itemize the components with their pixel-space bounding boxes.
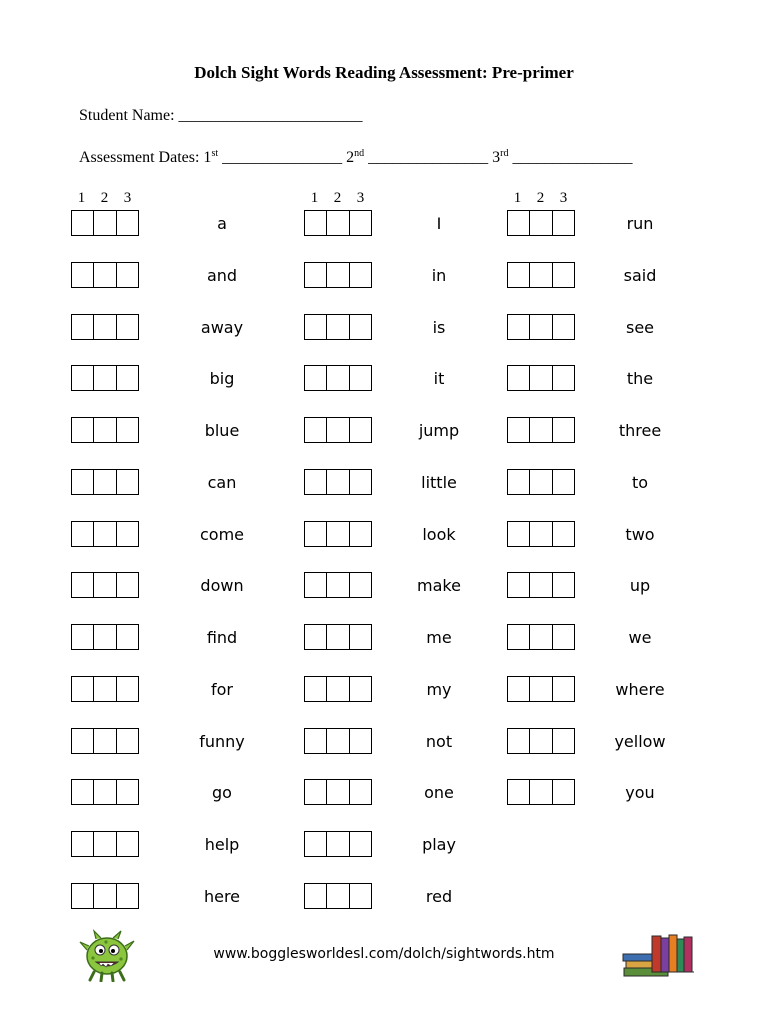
trial-box-2[interactable] <box>93 315 115 339</box>
sight-word: where <box>615 680 665 699</box>
trial-box-1[interactable] <box>72 625 93 649</box>
trial-box-3[interactable] <box>116 884 138 908</box>
trial-boxes <box>304 314 372 340</box>
trial-numbers-header-col3 <box>506 190 575 207</box>
trial-box-1[interactable] <box>72 677 93 701</box>
trial-box-1[interactable] <box>508 677 529 701</box>
trial-box-3[interactable] <box>116 780 138 804</box>
trial-box-1[interactable] <box>305 263 326 287</box>
trial-box-2[interactable] <box>529 470 551 494</box>
sight-word: is <box>432 318 446 337</box>
trial-box-1[interactable] <box>305 418 326 442</box>
trial-box-1[interactable] <box>305 470 326 494</box>
trial-box-2[interactable] <box>326 729 348 753</box>
trial-box-2[interactable] <box>326 366 348 390</box>
trial-box-3[interactable] <box>116 677 138 701</box>
trial-box-2[interactable] <box>529 625 551 649</box>
trial-boxes <box>304 676 372 702</box>
sight-word: in <box>431 266 447 285</box>
trial-boxes <box>507 417 575 443</box>
stack-of-books-icon <box>620 932 700 978</box>
sight-word: big <box>209 369 235 388</box>
sight-word: can <box>207 473 237 492</box>
trial-box-2[interactable] <box>326 211 348 235</box>
trial-boxes <box>304 572 372 598</box>
trial-box-3[interactable] <box>552 211 574 235</box>
trial-box-3[interactable] <box>116 573 138 597</box>
trial-box-3[interactable] <box>552 573 574 597</box>
trial-box-1[interactable] <box>305 211 326 235</box>
trial-box-2[interactable] <box>326 315 348 339</box>
sight-word: go <box>212 783 232 802</box>
sight-word: help <box>204 835 240 854</box>
student-name-blank[interactable]: _______________________ <box>178 107 363 124</box>
sight-word: here <box>203 887 241 906</box>
trial-boxes <box>71 365 139 391</box>
sight-word: run <box>626 214 654 233</box>
trial-box-1[interactable] <box>72 211 93 235</box>
trial-box-1[interactable] <box>72 522 93 546</box>
trial-boxes <box>71 521 139 547</box>
trial-boxes <box>507 262 575 288</box>
trial-box-3[interactable] <box>349 780 371 804</box>
trial-box-1[interactable] <box>72 315 93 339</box>
trial-box-2[interactable] <box>326 573 348 597</box>
trial-number: 2 <box>100 190 109 206</box>
trial-box-1[interactable] <box>305 366 326 390</box>
trial-box-1[interactable] <box>508 573 529 597</box>
trial-boxes <box>71 779 139 805</box>
trial-box-2[interactable] <box>529 418 551 442</box>
sight-word: down <box>200 576 244 595</box>
trial-box-2[interactable] <box>529 780 551 804</box>
sight-word: two <box>625 525 655 544</box>
trial-boxes <box>71 624 139 650</box>
trial-boxes <box>71 831 139 857</box>
sight-word: jump <box>418 421 460 440</box>
trial-boxes <box>507 365 575 391</box>
trial-box-2[interactable] <box>529 729 551 753</box>
trial-boxes <box>507 210 575 236</box>
trial-box-3[interactable] <box>552 263 574 287</box>
trial-box-3[interactable] <box>116 418 138 442</box>
trial-boxes <box>71 469 139 495</box>
trial-boxes <box>304 779 372 805</box>
trial-box-1[interactable] <box>508 470 529 494</box>
trial-box-2[interactable] <box>529 211 551 235</box>
trial-box-1[interactable] <box>72 573 93 597</box>
trial-box-1[interactable] <box>72 263 93 287</box>
trial-box-3[interactable] <box>349 884 371 908</box>
trial-box-2[interactable] <box>326 263 348 287</box>
trial-box-3[interactable] <box>552 677 574 701</box>
trial-box-3[interactable] <box>552 366 574 390</box>
trial-box-2[interactable] <box>93 522 115 546</box>
trial-box-2[interactable] <box>326 522 348 546</box>
trial-box-2[interactable] <box>529 573 551 597</box>
trial-box-3[interactable] <box>116 470 138 494</box>
trial-box-2[interactable] <box>93 418 115 442</box>
trial-boxes <box>71 572 139 598</box>
sight-word: my <box>426 680 452 699</box>
trial-boxes <box>304 831 372 857</box>
trial-box-3[interactable] <box>116 315 138 339</box>
trial-boxes <box>507 779 575 805</box>
assessment-dates-label: Assessment Dates: 1 <box>79 149 212 166</box>
trial-box-3[interactable] <box>349 470 371 494</box>
trial-boxes <box>304 521 372 547</box>
trial-box-3[interactable] <box>349 625 371 649</box>
trial-boxes <box>507 314 575 340</box>
trial-box-3[interactable] <box>349 573 371 597</box>
trial-boxes <box>71 262 139 288</box>
sight-word: make <box>417 576 461 595</box>
sight-word: yellow <box>614 732 666 751</box>
trial-box-3[interactable] <box>552 315 574 339</box>
trial-box-2[interactable] <box>93 780 115 804</box>
trial-numbers-header-col2 <box>303 190 372 207</box>
trial-box-2[interactable] <box>326 780 348 804</box>
page-title: Dolch Sight Words Reading Assessment: Pre-primer <box>194 63 574 82</box>
trial-boxes <box>304 417 372 443</box>
trial-box-1[interactable] <box>72 418 93 442</box>
trial-box-1[interactable] <box>508 315 529 339</box>
trial-boxes <box>507 521 575 547</box>
trial-box-2[interactable] <box>93 366 115 390</box>
trial-number: 3 <box>559 190 568 206</box>
trial-box-1[interactable] <box>72 884 93 908</box>
trial-box-1[interactable] <box>72 832 93 856</box>
trial-box-3[interactable] <box>552 522 574 546</box>
sight-word: one <box>424 783 454 802</box>
sight-word: we <box>628 628 652 647</box>
trial-box-3[interactable] <box>349 366 371 390</box>
trial-number: 1 <box>310 190 319 206</box>
sight-word: find <box>206 628 238 647</box>
sight-word: little <box>421 473 457 492</box>
trial-box-1[interactable] <box>72 780 93 804</box>
trial-boxes <box>304 624 372 650</box>
trial-box-2[interactable] <box>93 677 115 701</box>
trial-box-2[interactable] <box>93 211 115 235</box>
trial-box-1[interactable] <box>305 832 326 856</box>
trial-box-3[interactable] <box>116 366 138 390</box>
trial-box-2[interactable] <box>529 366 551 390</box>
student-name-field <box>79 107 363 125</box>
trial-box-3[interactable] <box>552 729 574 753</box>
trial-box-1[interactable] <box>72 729 93 753</box>
sight-word: come <box>199 525 244 544</box>
trial-box-3[interactable] <box>552 625 574 649</box>
trial-box-1[interactable] <box>305 573 326 597</box>
assessment-dates-field <box>79 148 632 167</box>
trial-box-1[interactable] <box>508 366 529 390</box>
sight-word: see <box>625 318 655 337</box>
trial-box-2[interactable] <box>529 263 551 287</box>
trial-box-2[interactable] <box>326 884 348 908</box>
trial-box-3[interactable] <box>349 315 371 339</box>
trial-box-3[interactable] <box>116 522 138 546</box>
trial-box-3[interactable] <box>116 263 138 287</box>
student-name-label: Student Name: <box>79 107 175 124</box>
trial-box-3[interactable] <box>349 211 371 235</box>
sight-word: said <box>623 266 657 285</box>
trial-box-3[interactable] <box>116 729 138 753</box>
date-blank-2[interactable]: _______________ <box>368 149 489 166</box>
trial-box-3[interactable] <box>349 522 371 546</box>
ordinal-suffix-3: rd <box>500 148 509 159</box>
sight-word: I <box>436 214 442 233</box>
sight-word: for <box>211 680 233 699</box>
trial-box-3[interactable] <box>349 729 371 753</box>
trial-box-2[interactable] <box>529 522 551 546</box>
sight-word: blue <box>204 421 240 440</box>
trial-box-1[interactable] <box>305 315 326 339</box>
trial-boxes <box>507 572 575 598</box>
trial-box-1[interactable] <box>72 470 93 494</box>
trial-box-2[interactable] <box>326 677 348 701</box>
date-number-3: 3 <box>492 149 501 166</box>
trial-box-1[interactable] <box>305 729 326 753</box>
sight-word: it <box>433 369 445 388</box>
trial-box-3[interactable] <box>116 211 138 235</box>
trial-box-2[interactable] <box>93 884 115 908</box>
sight-word: funny <box>199 732 245 751</box>
trial-box-1[interactable] <box>305 884 326 908</box>
trial-box-3[interactable] <box>349 263 371 287</box>
trial-boxes <box>507 728 575 754</box>
trial-boxes <box>304 728 372 754</box>
trial-box-3[interactable] <box>552 418 574 442</box>
ordinal-suffix-2: nd <box>354 148 365 159</box>
sight-word: to <box>631 473 649 492</box>
trial-boxes <box>71 417 139 443</box>
trial-box-3[interactable] <box>552 470 574 494</box>
trial-number: 2 <box>536 190 545 206</box>
trial-number: 1 <box>77 190 86 206</box>
sight-word: and <box>206 266 238 285</box>
trial-box-2[interactable] <box>529 315 551 339</box>
trial-boxes <box>71 676 139 702</box>
trial-box-3[interactable] <box>116 832 138 856</box>
date-blank-1[interactable]: _______________ <box>222 149 343 166</box>
sight-word: you <box>625 783 655 802</box>
trial-boxes <box>507 469 575 495</box>
trial-numbers-header-col1 <box>70 190 139 207</box>
trial-number: 1 <box>513 190 522 206</box>
trial-boxes <box>304 883 372 909</box>
trial-box-3[interactable] <box>349 418 371 442</box>
trial-number: 2 <box>333 190 342 206</box>
trial-boxes <box>71 314 139 340</box>
sight-word: the <box>626 369 654 388</box>
sight-word: me <box>426 628 452 647</box>
date-number-2: 2 <box>346 149 355 166</box>
trial-box-1[interactable] <box>305 780 326 804</box>
sight-word: red <box>425 887 453 906</box>
trial-box-2[interactable] <box>93 263 115 287</box>
sight-word: three <box>618 421 662 440</box>
sight-word: play <box>422 835 456 854</box>
trial-box-2[interactable] <box>326 832 348 856</box>
trial-box-2[interactable] <box>326 418 348 442</box>
trial-box-3[interactable] <box>552 780 574 804</box>
trial-boxes <box>71 210 139 236</box>
date-blank-3[interactable]: _______________ <box>512 149 633 166</box>
trial-box-2[interactable] <box>93 625 115 649</box>
trial-box-2[interactable] <box>326 470 348 494</box>
ordinal-suffix-1: st <box>211 148 219 159</box>
trial-box-2[interactable] <box>529 677 551 701</box>
sight-word: not <box>425 732 453 751</box>
footer-url: www.bogglesworldesl.com/dolch/sightwords.htm <box>213 946 555 962</box>
trial-box-1[interactable] <box>508 625 529 649</box>
trial-number: 3 <box>356 190 365 206</box>
trial-box-1[interactable] <box>305 677 326 701</box>
trial-box-3[interactable] <box>349 832 371 856</box>
trial-box-3[interactable] <box>349 677 371 701</box>
trial-box-1[interactable] <box>305 625 326 649</box>
trial-number: 3 <box>123 190 132 206</box>
sight-word: away <box>200 318 244 337</box>
trial-box-1[interactable] <box>508 780 529 804</box>
trial-box-2[interactable] <box>93 832 115 856</box>
sight-word: look <box>422 525 456 544</box>
trial-box-1[interactable] <box>508 522 529 546</box>
trial-box-1[interactable] <box>508 211 529 235</box>
trial-box-1[interactable] <box>508 729 529 753</box>
trial-boxes <box>507 624 575 650</box>
trial-box-1[interactable] <box>508 263 529 287</box>
trial-box-1[interactable] <box>508 418 529 442</box>
trial-boxes <box>304 469 372 495</box>
trial-box-2[interactable] <box>326 625 348 649</box>
trial-box-1[interactable] <box>305 522 326 546</box>
trial-box-2[interactable] <box>93 573 115 597</box>
trial-box-1[interactable] <box>72 366 93 390</box>
trial-boxes <box>507 676 575 702</box>
trial-boxes <box>71 728 139 754</box>
trial-box-3[interactable] <box>116 625 138 649</box>
trial-boxes <box>304 210 372 236</box>
trial-boxes <box>71 883 139 909</box>
trial-boxes <box>304 365 372 391</box>
trial-box-2[interactable] <box>93 470 115 494</box>
sight-word: up <box>629 576 651 595</box>
trial-box-2[interactable] <box>93 729 115 753</box>
trial-boxes <box>304 262 372 288</box>
sight-word: a <box>217 214 227 233</box>
